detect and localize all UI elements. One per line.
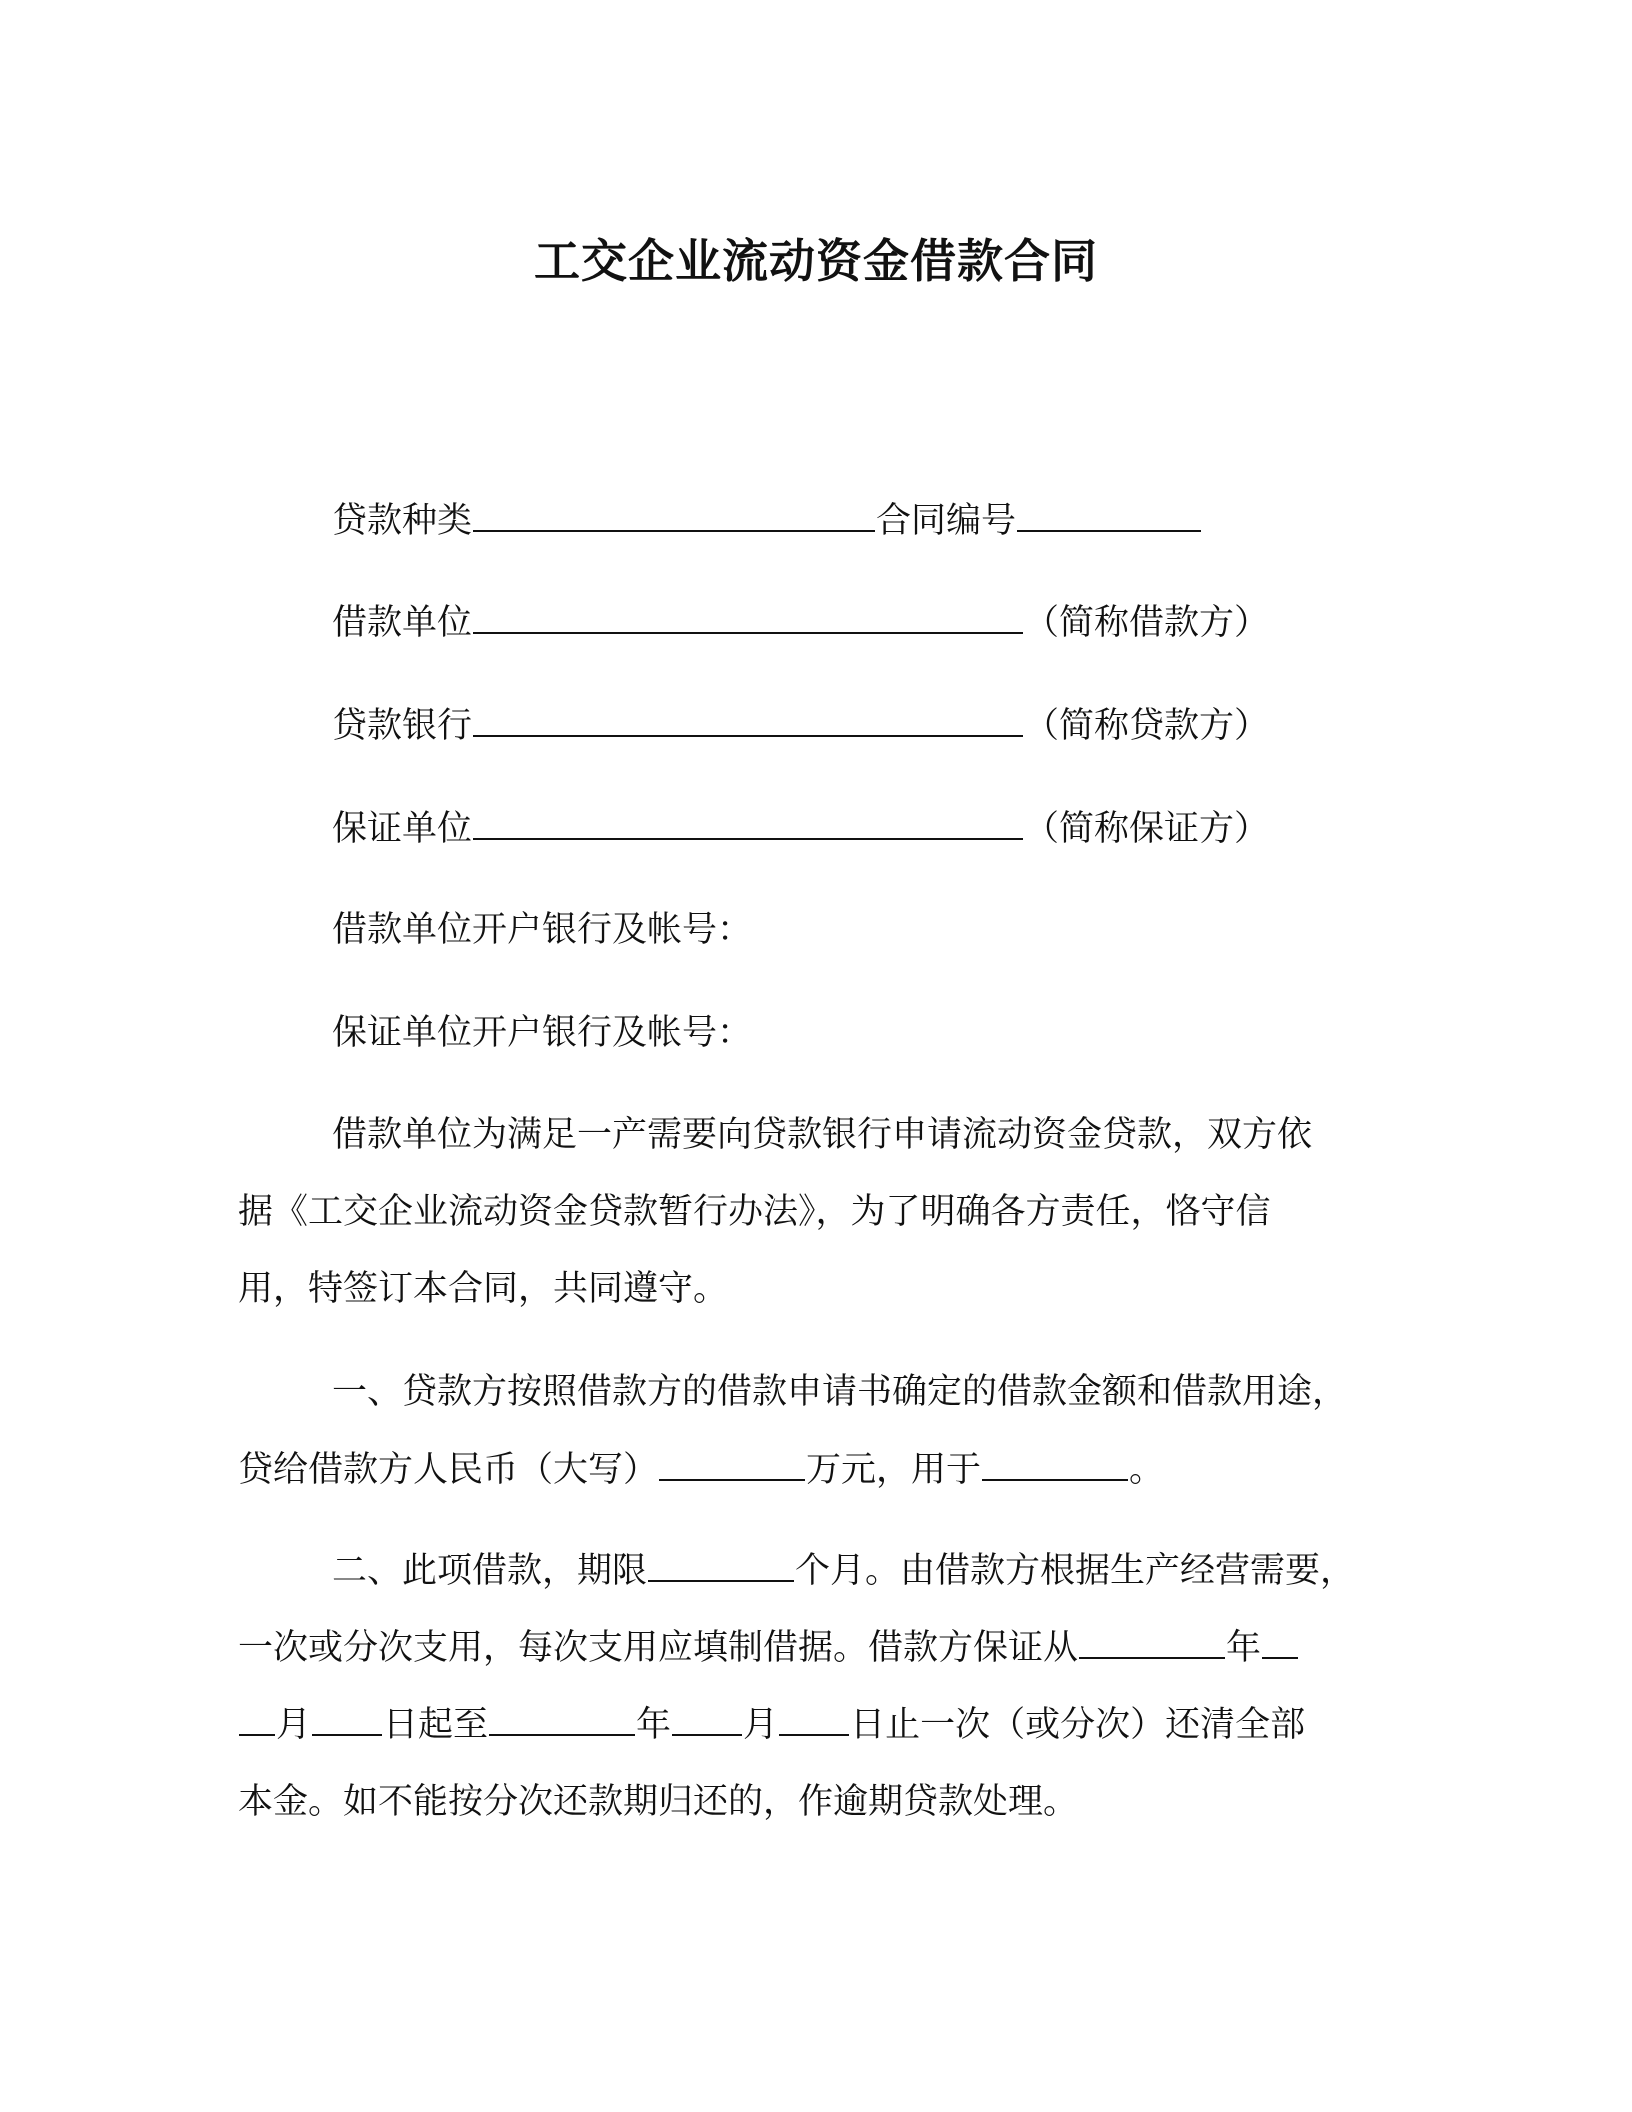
start-month-blank-a[interactable] [1262, 1625, 1298, 1659]
contract-no-blank[interactable] [1017, 498, 1201, 532]
loan-term-blank[interactable] [648, 1548, 794, 1582]
clause2-term-label: 二、此项借款，期限 [332, 1551, 648, 1591]
end-month-blank[interactable] [672, 1702, 742, 1736]
intro-line-1: 借款单位为满足一产需要向贷款银行申请流动资金贷款，双方依 [332, 1115, 1313, 1155]
clause2-line-3 [238, 1702, 1305, 1747]
guarantor-account-line: 保证单位开户银行及帐号： [332, 1013, 753, 1053]
start-year-blank[interactable] [1079, 1625, 1225, 1659]
end-month-unit: 月 [743, 1705, 779, 1745]
start-year-unit: 年 [1226, 1628, 1262, 1668]
borrower-blank[interactable] [473, 600, 1023, 634]
clause2-start-label: 一次或分次支用，每次支用应填制借据。借款方保证从 [238, 1628, 1079, 1668]
end-day-blank[interactable] [779, 1702, 849, 1736]
contract-no-label: 合同编号 [876, 501, 1017, 541]
borrower-account-line: 借款单位开户银行及帐号： [332, 910, 753, 950]
borrower-abbr: （简称借款方） [1024, 603, 1270, 643]
start-day-unit: 日起至 [383, 1705, 489, 1745]
lender-blank[interactable] [473, 703, 1023, 737]
clause1-amount-label: 贷给借款方人民币（大写） [238, 1450, 659, 1490]
intro-line-2: 据《工交企业流动资金贷款暂行办法》，为了明确各方责任，恪守信 [238, 1192, 1271, 1232]
clause2-line-4: 本金。如不能按分次还款期归还的，作逾期贷款处理。 [238, 1782, 1079, 1822]
lender-line [332, 703, 1269, 748]
lender-abbr: （简称贷款方） [1024, 706, 1270, 746]
loan-purpose-blank[interactable] [982, 1447, 1128, 1481]
clause2-line-2 [238, 1625, 1299, 1670]
clause1-end: 。 [1129, 1450, 1165, 1490]
clause2-term-rest: 个月。由借款方根据生产经营需要， [795, 1551, 1356, 1591]
clause2-line-1 [332, 1548, 1355, 1593]
guarantor-label: 保证单位 [332, 809, 473, 849]
document-title: 工交企业流动资金借款合同 [534, 234, 1098, 288]
end-year-blank[interactable] [489, 1702, 635, 1736]
lender-label: 贷款银行 [332, 706, 473, 746]
loan-type-label: 贷款种类 [332, 501, 473, 541]
borrower-line [332, 600, 1269, 645]
guarantor-blank[interactable] [473, 806, 1023, 840]
start-month-blank-b[interactable] [239, 1702, 275, 1736]
loan-type-line [332, 498, 1202, 543]
clause1-line-2 [238, 1447, 1164, 1492]
clause1-line-1: 一、贷款方按照借款方的借款申请书确定的借款金额和借款用途， [332, 1372, 1348, 1412]
loan-amount-blank[interactable] [659, 1447, 805, 1481]
guarantor-line [332, 806, 1269, 851]
loan-type-blank[interactable] [473, 498, 875, 532]
end-year-unit: 年 [636, 1705, 672, 1745]
borrower-label: 借款单位 [332, 603, 473, 643]
end-day-rest: 日止一次（或分次）还清全部 [850, 1705, 1306, 1745]
guarantor-abbr: （简称保证方） [1024, 809, 1270, 849]
start-day-blank[interactable] [312, 1702, 382, 1736]
start-month-unit: 月 [276, 1705, 312, 1745]
intro-line-3: 用，特签订本合同，共同遵守。 [238, 1269, 729, 1309]
clause1-purpose-label: 万元，用于 [806, 1450, 982, 1490]
